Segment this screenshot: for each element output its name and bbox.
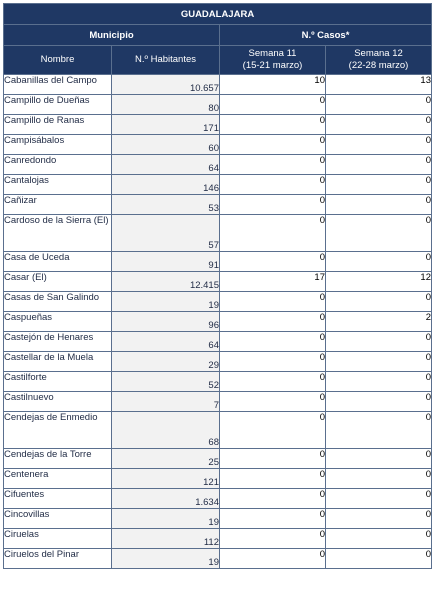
table-row: [4, 392, 432, 412]
municipio-name: Campisábalos: [4, 135, 112, 155]
semana-11-value: 0: [220, 195, 326, 215]
table-row: [4, 115, 432, 135]
table-row: [4, 449, 432, 469]
habitantes-value: 19: [112, 509, 220, 529]
habitantes-value: 96: [112, 312, 220, 332]
semana-12-label: Semana 12: [354, 48, 403, 59]
table-row: [4, 215, 432, 252]
semana-12-value: 0: [326, 469, 432, 489]
habitantes-value: 60: [112, 135, 220, 155]
table-row: [4, 135, 432, 155]
table-row: [4, 332, 432, 352]
semana-12-value: 12: [326, 272, 432, 292]
semana-12-value: 0: [326, 529, 432, 549]
column-header-habitantes: N.º Habitantes: [112, 46, 220, 75]
habitantes-value: 64: [112, 155, 220, 175]
semana-12-value: 0: [326, 215, 432, 252]
semana-11-value: 0: [220, 175, 326, 195]
municipio-name: Casar (El): [4, 272, 112, 292]
semana-11-value: 0: [220, 372, 326, 392]
habitantes-value: 12.415: [112, 272, 220, 292]
semana-12-value: 0: [326, 292, 432, 312]
municipio-name: Castilnuevo: [4, 392, 112, 412]
municipio-name: Ciruelos del Pinar: [4, 549, 112, 569]
semana-12-value: 0: [326, 175, 432, 195]
semana-11-value: 0: [220, 509, 326, 529]
table-row: [4, 549, 432, 569]
table-row: [4, 412, 432, 449]
table-body: [4, 75, 432, 569]
semana-11-value: 0: [220, 215, 326, 252]
table-row: [4, 75, 432, 95]
semana-11-value: 0: [220, 115, 326, 135]
table-row: [4, 509, 432, 529]
table-title: GUADALAJARA: [4, 4, 432, 25]
table-row: [4, 372, 432, 392]
table-row: [4, 272, 432, 292]
semana-11-value: 0: [220, 529, 326, 549]
semana-12-value: 0: [326, 352, 432, 372]
semana-11-value: 0: [220, 392, 326, 412]
semana-12-value: 0: [326, 155, 432, 175]
column-header-nombre: Nombre: [4, 46, 112, 75]
semana-12-value: 0: [326, 195, 432, 215]
semana-12-value: 13: [326, 75, 432, 95]
semana-12-value: 0: [326, 372, 432, 392]
municipio-name: Campillo de Dueñas: [4, 95, 112, 115]
semana-12-value: 0: [326, 115, 432, 135]
table-row: [4, 175, 432, 195]
table-row: [4, 489, 432, 509]
habitantes-value: 25: [112, 449, 220, 469]
semana-11-range: (15-21 marzo): [242, 60, 303, 71]
semana-12-value: 0: [326, 509, 432, 529]
habitantes-value: 146: [112, 175, 220, 195]
municipio-name: Campillo de Ranas: [4, 115, 112, 135]
table-row: [4, 95, 432, 115]
municipio-name: Ciruelas: [4, 529, 112, 549]
habitantes-value: 80: [112, 95, 220, 115]
table-row: [4, 155, 432, 175]
semana-11-value: 0: [220, 95, 326, 115]
group-header-casos: N.º Casos*: [220, 25, 432, 46]
table-row: [4, 292, 432, 312]
habitantes-value: 7: [112, 392, 220, 412]
semana-12-value: 0: [326, 252, 432, 272]
municipio-name: Cañizar: [4, 195, 112, 215]
semana-11-value: 0: [220, 332, 326, 352]
habitantes-value: 57: [112, 215, 220, 252]
semana-11-label: Semana 11: [248, 48, 297, 59]
table-row: [4, 252, 432, 272]
semana-12-range: (22-28 marzo): [348, 60, 409, 71]
semana-12-value: 0: [326, 332, 432, 352]
habitantes-value: 91: [112, 252, 220, 272]
semana-12-value: 2: [326, 312, 432, 332]
table-row: [4, 469, 432, 489]
semana-11-value: 17: [220, 272, 326, 292]
municipio-name: Cabanillas del Campo: [4, 75, 112, 95]
municipio-name: Castellar de la Muela: [4, 352, 112, 372]
table-row: [4, 312, 432, 332]
municipio-name: Cincovillas: [4, 509, 112, 529]
municipio-name: Cardoso de la Sierra (El): [4, 215, 112, 252]
habitantes-value: 68: [112, 412, 220, 449]
semana-11-value: 0: [220, 469, 326, 489]
semana-12-value: 0: [326, 412, 432, 449]
municipio-name: Casas de San Galindo: [4, 292, 112, 312]
semana-12-value: 0: [326, 135, 432, 155]
habitantes-value: 171: [112, 115, 220, 135]
semana-11-value: 0: [220, 449, 326, 469]
habitantes-value: 53: [112, 195, 220, 215]
municipio-name: Canredondo: [4, 155, 112, 175]
semana-11-value: 0: [220, 352, 326, 372]
habitantes-value: 112: [112, 529, 220, 549]
habitantes-value: 121: [112, 469, 220, 489]
semana-11-value: 0: [220, 155, 326, 175]
habitantes-value: 10.657: [112, 75, 220, 95]
table-row: [4, 195, 432, 215]
semana-11-value: 0: [220, 252, 326, 272]
habitantes-value: 52: [112, 372, 220, 392]
municipio-name: Castilforte: [4, 372, 112, 392]
semana-11-value: 0: [220, 549, 326, 569]
municipio-name: Cendejas de Enmedio: [4, 412, 112, 449]
cases-table: [3, 3, 432, 569]
semana-12-value: 0: [326, 549, 432, 569]
semana-11-value: 0: [220, 135, 326, 155]
municipio-name: Casa de Uceda: [4, 252, 112, 272]
municipio-name: Centenera: [4, 469, 112, 489]
table-row: [4, 529, 432, 549]
column-header-semana-12: [326, 46, 432, 75]
municipio-name: Caspueñas: [4, 312, 112, 332]
municipio-name: Cendejas de la Torre: [4, 449, 112, 469]
municipio-name: Cantalojas: [4, 175, 112, 195]
semana-11-value: 10: [220, 75, 326, 95]
group-header-municipio: Municipio: [4, 25, 220, 46]
semana-12-value: 0: [326, 449, 432, 469]
habitantes-value: 64: [112, 332, 220, 352]
semana-11-value: 0: [220, 489, 326, 509]
habitantes-value: 29: [112, 352, 220, 372]
habitantes-value: 19: [112, 549, 220, 569]
table-row: [4, 352, 432, 372]
semana-12-value: 0: [326, 95, 432, 115]
semana-11-value: 0: [220, 292, 326, 312]
semana-12-value: 0: [326, 489, 432, 509]
semana-11-value: 0: [220, 412, 326, 449]
column-header-semana-11: [220, 46, 326, 75]
semana-11-value: 0: [220, 312, 326, 332]
semana-12-value: 0: [326, 392, 432, 412]
habitantes-value: 19: [112, 292, 220, 312]
municipio-name: Castejón de Henares: [4, 332, 112, 352]
municipio-name: Cifuentes: [4, 489, 112, 509]
habitantes-value: 1.634: [112, 489, 220, 509]
